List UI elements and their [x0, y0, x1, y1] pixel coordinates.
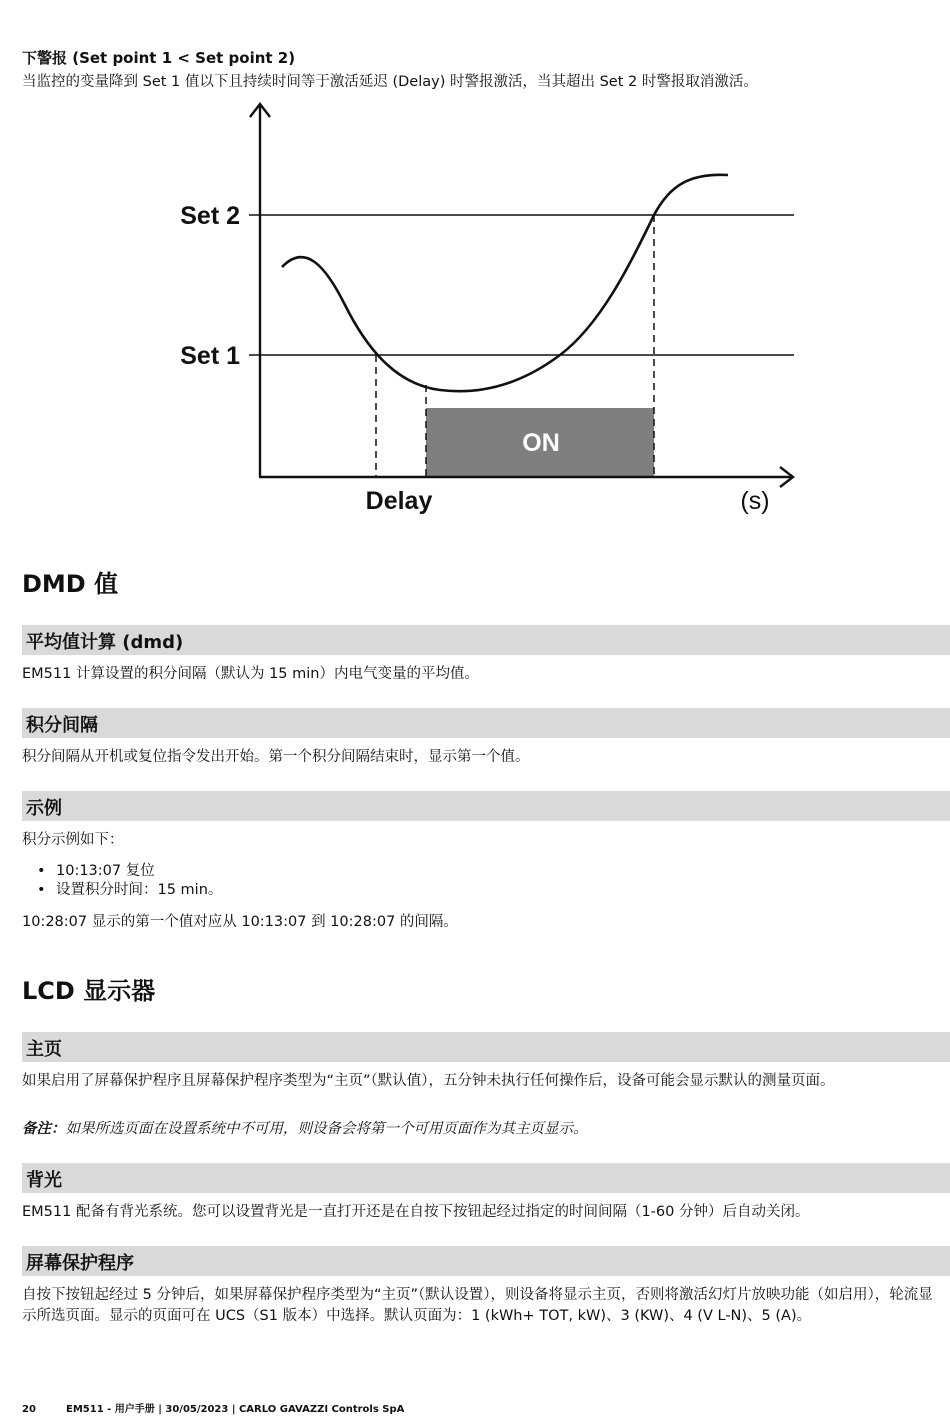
example-result: 10:28:07 显示的第一个值对应从 10:13:07 到 10:28:07 的间隔。	[22, 914, 458, 930]
interval-text: 积分间隔从开机或复位指令发出开始。第一个积分间隔结束时，显示第一个值。	[22, 749, 530, 765]
avg-section-header	[22, 625, 950, 655]
alarm-description: 当监控的变量降到 Set 1 值以下且持续时间等于激活延迟 (Delay) 时警报激活，当其超出 Set 2 时警报取消激活。	[22, 74, 758, 90]
alarm-diagram	[0, 95, 950, 525]
note-label: 备注：	[22, 1121, 66, 1137]
delay-label: Delay	[365, 487, 433, 515]
avg-section-title: 平均值计算 (dmd)	[26, 632, 184, 653]
on-label: ON	[522, 429, 560, 457]
example-intro: 积分示例如下：	[22, 832, 124, 848]
set2-label: Set 2	[180, 202, 240, 230]
lcd-heading: LCD 显示器	[22, 977, 156, 1005]
saver-text: 自按下按钮起经过 5 分钟后，如果屏幕保护程序类型为“主页”（默认设置），则设备将显示主页，否则将激活幻灯片放映功能（如启用），轮流显示所选页面。显示的页面可在 UCS（S1 版本）中选择。默认页面为：1 (kWh+ TOT, kW)、3 (KW)、4 (V L-N)、5 (A)。	[22, 1287, 933, 1324]
footer-text: EM511 - 用户手册 | 30/05/2023 | CARLO GAVAZZI Controls SpA	[66, 1404, 405, 1415]
page-footer	[22, 1400, 404, 1415]
home-text: 如果启用了屏幕保护程序且屏幕保护程序类型为“主页”（默认值），五分钟未执行任何操作后，设备可能会显示默认的测量页面。	[22, 1073, 835, 1089]
saver-section-header	[22, 1246, 950, 1276]
home-section-title: 主页	[26, 1039, 62, 1060]
interval-section-title: 积分间隔	[26, 715, 98, 736]
time-unit-label: (s)	[740, 487, 770, 515]
interval-section-header	[22, 708, 950, 738]
alarm-title: 下警报 (Set point 1 < Set point 2)	[22, 49, 296, 67]
avg-text: EM511 计算设置的积分间隔（默认为 15 min）内电气变量的平均值。	[22, 666, 479, 682]
saver-section-title: 屏幕保护程序	[26, 1253, 134, 1274]
home-section-header	[22, 1032, 950, 1062]
backlight-text: EM511 配备有背光系统。您可以设置背光是一直打开还是在自按下按钮起经过指定的时间间隔（1-60 分钟）后自动关闭。	[22, 1204, 810, 1220]
list-item: • 10:13:07 复位	[22, 862, 922, 881]
note-text: 如果所选页面在设置系统中不可用，则设备会将第一个可用页面作为其主页显示。	[65, 1121, 588, 1137]
example-section-title: 示例	[26, 798, 62, 819]
measured-curve	[282, 175, 728, 391]
backlight-section-title: 背光	[26, 1170, 62, 1191]
list-item: • 设置积分时间：15 min。	[22, 881, 922, 900]
example-section-header	[22, 791, 950, 821]
backlight-section-header	[22, 1163, 950, 1193]
example-list	[22, 862, 922, 900]
set1-label: Set 1	[180, 342, 240, 370]
dmd-heading: DMD 值	[22, 570, 119, 598]
page-number: 20	[22, 1404, 36, 1415]
home-note	[22, 1119, 942, 1140]
